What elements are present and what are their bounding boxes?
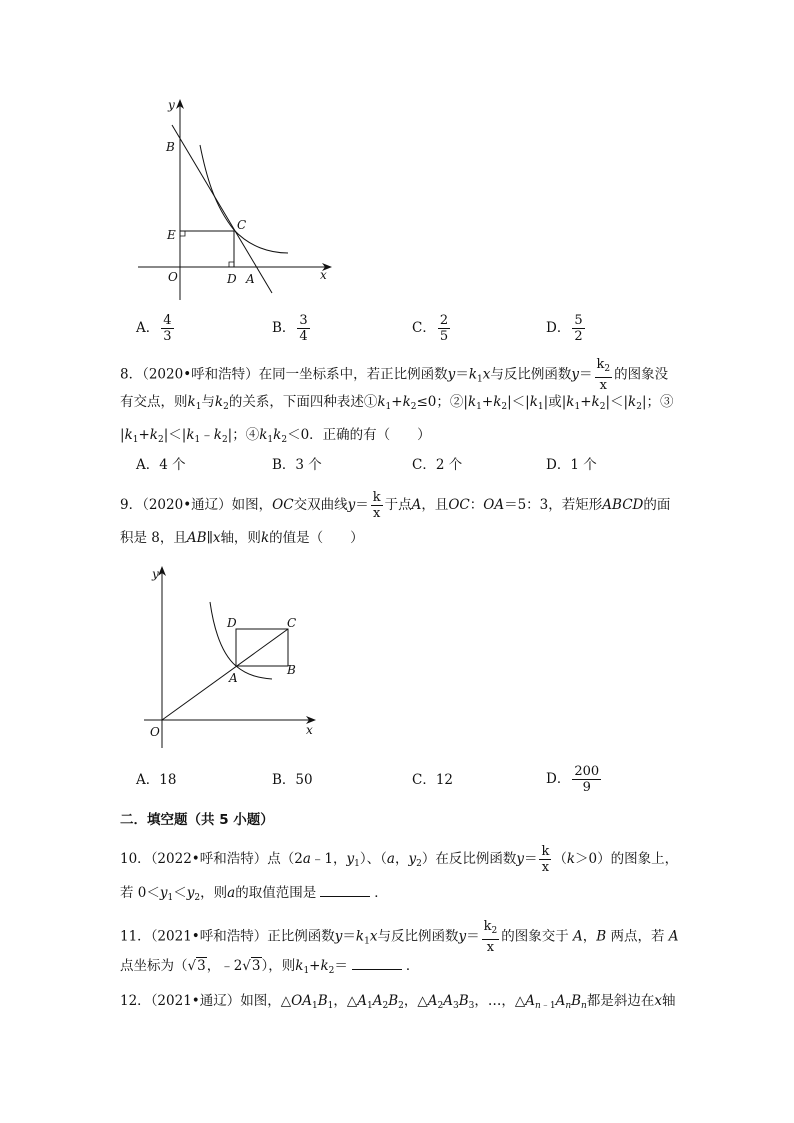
fig1-label-o: O	[168, 270, 178, 284]
q8-line-3: $|k_1+k_2|<|k_1﹣k_2|$；$④k_1k_2<0$．正确的有（ ）	[120, 427, 431, 445]
q8-option-c[interactable]: C．2 个	[412, 457, 463, 473]
figure-2-graph	[130, 560, 330, 750]
fig2-label-b: B	[287, 663, 296, 677]
q9-option-b[interactable]: B．50	[272, 772, 313, 788]
q9-option-a[interactable]: A．18	[136, 772, 177, 788]
q9-option-d[interactable]: D． $\frac{200}{9}$	[546, 764, 600, 795]
q8-fraction: $\frac{k_2}{x}$	[596, 357, 611, 393]
q7-option-a[interactable]: A． $\frac{4}{3}$	[136, 313, 172, 344]
q7-option-c[interactable]: C． $\frac{2}{5}$	[412, 313, 449, 344]
q8-option-d[interactable]: D．1 个	[546, 457, 597, 473]
q8-line-2: 有交点，则$k_1$与$k_2$的关系，下面四种表述$①k_1+k_2\le 0$；$②|k_1+k_2|<|k_1|$或$|k_1+k_2|<|k_2|$；③	[120, 394, 674, 412]
q7-option-d[interactable]: D． $\frac{5}{2}$	[546, 313, 583, 344]
q9-option-c[interactable]: C．12	[412, 772, 454, 788]
figure-1-graph	[130, 95, 340, 305]
fig1-label-y: y	[168, 98, 175, 112]
q12-line-1: 12．（2021•通辽）如图，$\triangle OA_1B_1$，$\triangle A_1A_2B_2$，$\triangle A_2A_3B_3$，…，$\triangle A_{n﹣1}A_nB_n$都是斜边在x轴	[120, 993, 676, 1011]
fig2-label-x: x	[306, 723, 313, 737]
fig2-label-o: O	[150, 725, 160, 739]
q11-line-2: 点坐标为（√3，﹣2√3），则$k_1+k_2=$ ．	[120, 955, 419, 981]
section-2-title: 二．填空题（共 5 小题）	[120, 812, 274, 828]
q9-line-1: 9．（2020•通辽）如图，OC交双曲线y＝ $\frac{k}{x}$ 于点A，且OC：OA＝5：3，若矩形ABCD的面	[120, 490, 671, 521]
q11-line-1: 11．（2021•呼和浩特）正比例函数$y=k_1x$与反比例函数y＝ $\frac{k_2}{x}$ 的图象交于 A，B 两点，若 A	[120, 919, 679, 955]
q10-answer-blank[interactable]	[320, 882, 370, 897]
q9-fraction: $\frac{k}{x}$	[372, 490, 381, 521]
fig2-label-y: y	[152, 567, 159, 581]
q11-answer-blank[interactable]	[352, 955, 402, 970]
fig2-label-d: D	[227, 616, 237, 630]
fig1-label-a: A	[246, 272, 255, 286]
fig2-label-c: C	[287, 616, 297, 630]
q8-option-b[interactable]: B．3 个	[272, 457, 322, 473]
q10-line-2: 若 $0<y_1<y_2$，则a的取值范围是 ．	[120, 882, 388, 908]
q10-fraction: $\frac{k}{x}$	[541, 844, 550, 875]
q8-option-a[interactable]: A．4 个	[136, 457, 186, 473]
fig1-label-b: B	[166, 140, 175, 154]
fig1-label-d: D	[227, 272, 237, 286]
q7-option-b[interactable]: B． $\frac{3}{4}$	[272, 313, 308, 344]
fig1-label-x: x	[320, 268, 327, 282]
q9-line-2: 积是 8，且AB∥x轴，则k的值是（ ）	[120, 530, 364, 546]
fig1-label-e: E	[167, 228, 176, 242]
q11-fraction: $\frac{k_2}{x}$	[483, 919, 498, 955]
fig2-label-a: A	[229, 671, 238, 685]
fig1-label-c: C	[237, 218, 247, 232]
q8-line-1: 8．（2020•呼和浩特）在同一坐标系中，若正比例函数$y=k_1x$与反比例函数y＝ $\frac{k_2}{x}$ 的图象没	[120, 357, 669, 393]
q10-line-1: 10．（2022•呼和浩特）点（2a﹣1，$y_1$）、（a，$y_2$）在反比例函数y＝ $\frac{k}{x}$ （k＞0）的图象上，	[120, 844, 679, 875]
